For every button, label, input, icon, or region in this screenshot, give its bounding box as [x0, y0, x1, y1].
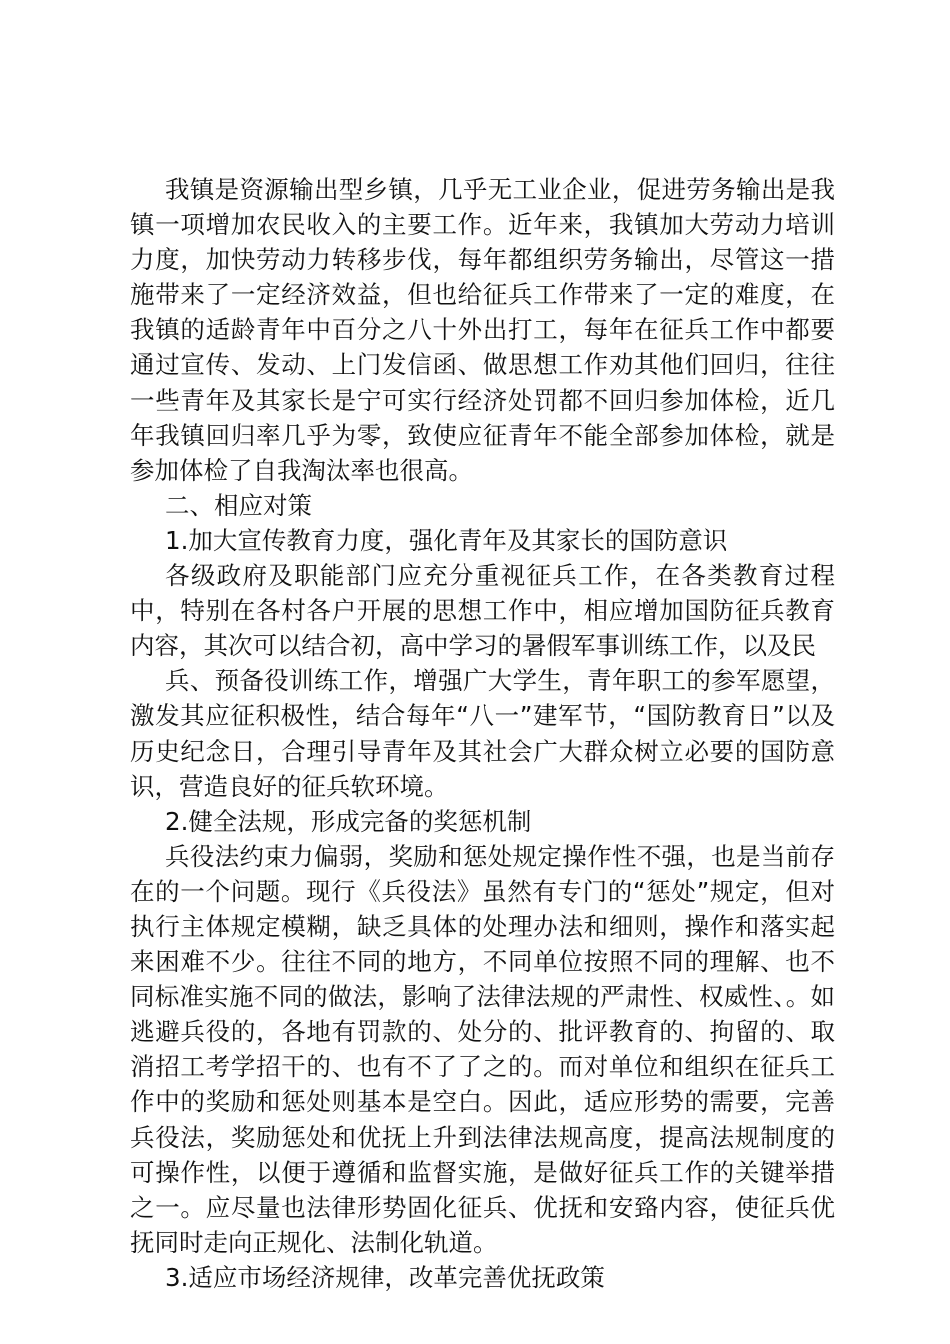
heading-countermeasures: 二、相应对策: [165, 490, 312, 520]
paragraph-legislation: 兵役法约束力偏弱，奖励和惩处规定操作性不强，也是当前存在的一个问题。现行《兵役法》虽然有专门的“惩处”规定，但对执行主体规定模糊，缺乏具体的处理办法和细则，操作和落实起来困难不少。往往不同的地方，不同单位按照不同的理解、也不同标准实施不同的做法，影响了法律法规的严肃性、权威性、。如逃避兵役的，各地有罚款的、处分的、批评教育的、拘留的、取消招工考学招干的、也有不了了之的。而对单位和组织在征兵工作中的奖励和惩处则基本是空白。因此，适应形势的需要，完善兵役法，奖励惩处和优抚上升到法律法规高度，提高法规制度的可操作性，以便于遵循和监督实施，是做好征兵工作的关键举措之一。应尽量也法律形势固化征兵、优抚和安臵内容，使征兵优抚同时走向正规化、法制化轨道。: [130, 841, 835, 1257]
document-body: [130, 172, 835, 1295]
paragraph-education: 各级政府及职能部门应充分重视征兵工作，在各类教育过程中，特别在各村各户开展的思想工作中，相应增加国防征兵教育内容，其次可以结合初，高中学习的暑假军事训练工作，以及民: [130, 561, 835, 661]
paragraph-labor-export: 我镇是资源输出型乡镇，几乎无工业企业，促进劳务输出是我镇一项增加农民收入的主要工作。近年来，我镇加大劳动力培训力度，加快劳动力转移步伐，每年都组织劳务输出，尽管这一措施带来了一定经济效益，但也给征兵工作带来了一定的难度，在我镇的适龄青年中百分之八十外出打工，每年在征兵工作中都要通过宣传、发动、上门发信函、做思想工作劝其他们回归，往往一些青年及其家长是宁可实行经济处罚都不回归参加体检，近几年我镇回归率几乎为零，致使应征青年不能全部参加体检，就是参加体检了自我淘汰率也很高。: [130, 175, 835, 485]
subheading-1-education: 1.加大宣传教育力度，强化青年及其家长的国防意识: [165, 525, 728, 555]
subheading-3-market: 3.适应市场经济规律，改革完善优抚政策: [165, 1262, 605, 1292]
paragraph-militia-training: 兵、预备役训练工作，增强广大学生，青年职工的参军愿望，激发其应征积极性，结合每年“八一”建军节，“国防教育日”以及历史纪念日，合理引导青年及其社会广大群众树立必要的国防意识，营造良好的征兵软环境。: [130, 666, 835, 801]
subheading-2-legislation: 2.健全法规，形成完备的奖惩机制: [165, 806, 532, 836]
